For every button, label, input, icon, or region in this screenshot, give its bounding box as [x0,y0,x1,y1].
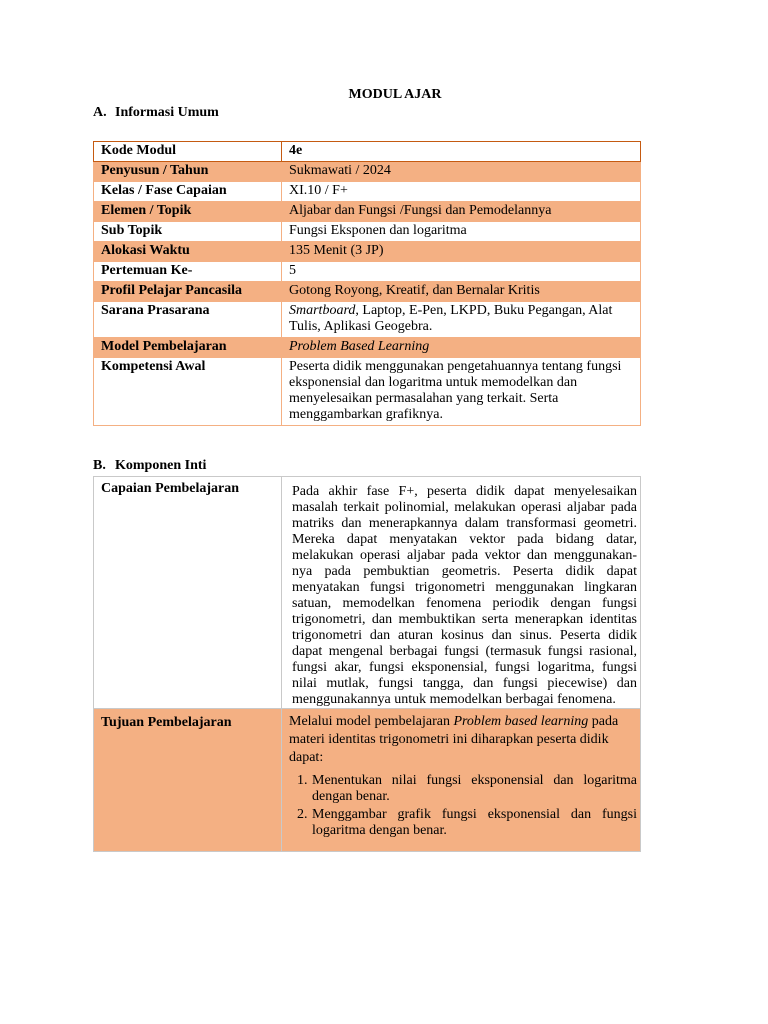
row-label: Model Pembelajaran [94,338,282,358]
tujuan-content [282,709,641,852]
row-value-italic: Smartboard [289,303,356,318]
table-row [94,142,641,162]
document-title: MODUL AJAR [348,87,442,102]
section-a-heading [93,105,219,121]
table-row [94,242,641,262]
list-item: 2. Menggambar grafik fungsi eksponensial dan fungsi logaritma dengan benar. [311,807,637,839]
table-row [94,282,641,302]
row-label: Kompetensi Awal [94,358,282,426]
section-b-label: Komponen Inti [115,458,207,473]
row-label: Pertemuan Ke- [94,262,282,282]
row-label: Alokasi Waktu [94,242,282,262]
row-value: Peserta didik menggunakan pengetahuannya tentang fungsi eksponensial dan logaritma untuk memodelkan dan menyelesaikan permasalahan yang terkait. Serta menggambarkan grafiknya. [282,358,641,426]
row-label: Elemen / Topik [94,202,282,222]
row-value: Problem Based Learning [289,339,430,354]
tujuan-intro [289,713,637,767]
section-b-number: B. [93,458,106,473]
row-value: Gotong Royong, Kreatif, dan Bernalar Kritis [282,282,641,302]
list-item: 1. Menentukan nilai fungsi eksponensial dan logaritma dengan benar. [311,773,637,805]
table-row [94,338,641,358]
section-a-number: A. [93,105,107,120]
row-value-rest: , Laptop, E-Pen, LKPD, Buku Pegangan, Alat Tulis, Aplikasi Geogebra. [289,303,613,334]
table-row [94,202,641,222]
table-row [94,709,641,852]
row-value: 4e [282,142,641,162]
tujuan-intro-pre: Melalui model pembelajaran [289,714,454,729]
row-label: Kelas / Fase Capaian [94,182,282,202]
capaian-label: Capaian Pembelajaran [94,477,282,709]
row-value: Sukmawati / 2024 [282,162,641,182]
table-row [94,262,641,282]
table-row [94,358,641,426]
informasi-umum-table [93,141,641,426]
komponen-inti-table [93,476,641,852]
row-value: XI.10 / F+ [282,182,641,202]
tujuan-intro-italic: Problem based learning [453,714,589,729]
row-label: Sarana Prasarana [94,302,282,338]
row-label: Profil Pelajar Pancasila [94,282,282,302]
row-value: 135 Menit (3 JP) [282,242,641,262]
section-b-heading [93,458,206,474]
tujuan-intro-post: pada materi identitas trigonometri ini diharapkan peserta didik dapat: [289,714,619,765]
table-row [94,222,641,242]
row-label: Kode Modul [94,142,282,162]
row-label: Sub Topik [94,222,282,242]
table-row [94,162,641,182]
table-row [94,477,641,709]
table-row [94,302,641,338]
tujuan-label: Tujuan Pembelajaran [94,709,282,852]
row-value: Fungsi Eksponen dan logaritma [282,222,641,242]
table-row [94,182,641,202]
capaian-text: Pada akhir fase F+, peserta didik dapat menyelesaikan masalah terkait polinomial, melakukan operasi aljabar pada matriks dan menerapkannya dalam transformasi geometri. Mereka dapat menyatakan vektor pada bidang datar, melakukan operasi aljabar pada vektor dan menggunakan-nya pada pembuktian geometris. Peserta didik dapat menyatakan fungsi trigonometri menggunakan lingkaran satuan, memodelkan fenomena periodik dengan fungsi trigonometri, dan membuktikan serta menerapkan identitas trigonometri dan aturan kosinus dan sinus. Peserta didik dapat mengenal berbagai fungsi (termasuk fungsi rasional, fungsi akar, fungsi eksponensial, fungsi logaritma, fungsi nilai mutlak, fungsi tangga, dan fungsi piecewise) dan menggunakannya untuk memodelkan berbagai fenomena. [282,477,641,709]
row-value: Aljabar dan Fungsi /Fungsi dan Pemodelannya [282,202,641,222]
row-value [282,302,641,338]
row-label: Penyusun / Tahun [94,162,282,182]
tujuan-list [289,773,637,839]
row-value: 5 [282,262,641,282]
section-a-label: Informasi Umum [115,105,219,120]
